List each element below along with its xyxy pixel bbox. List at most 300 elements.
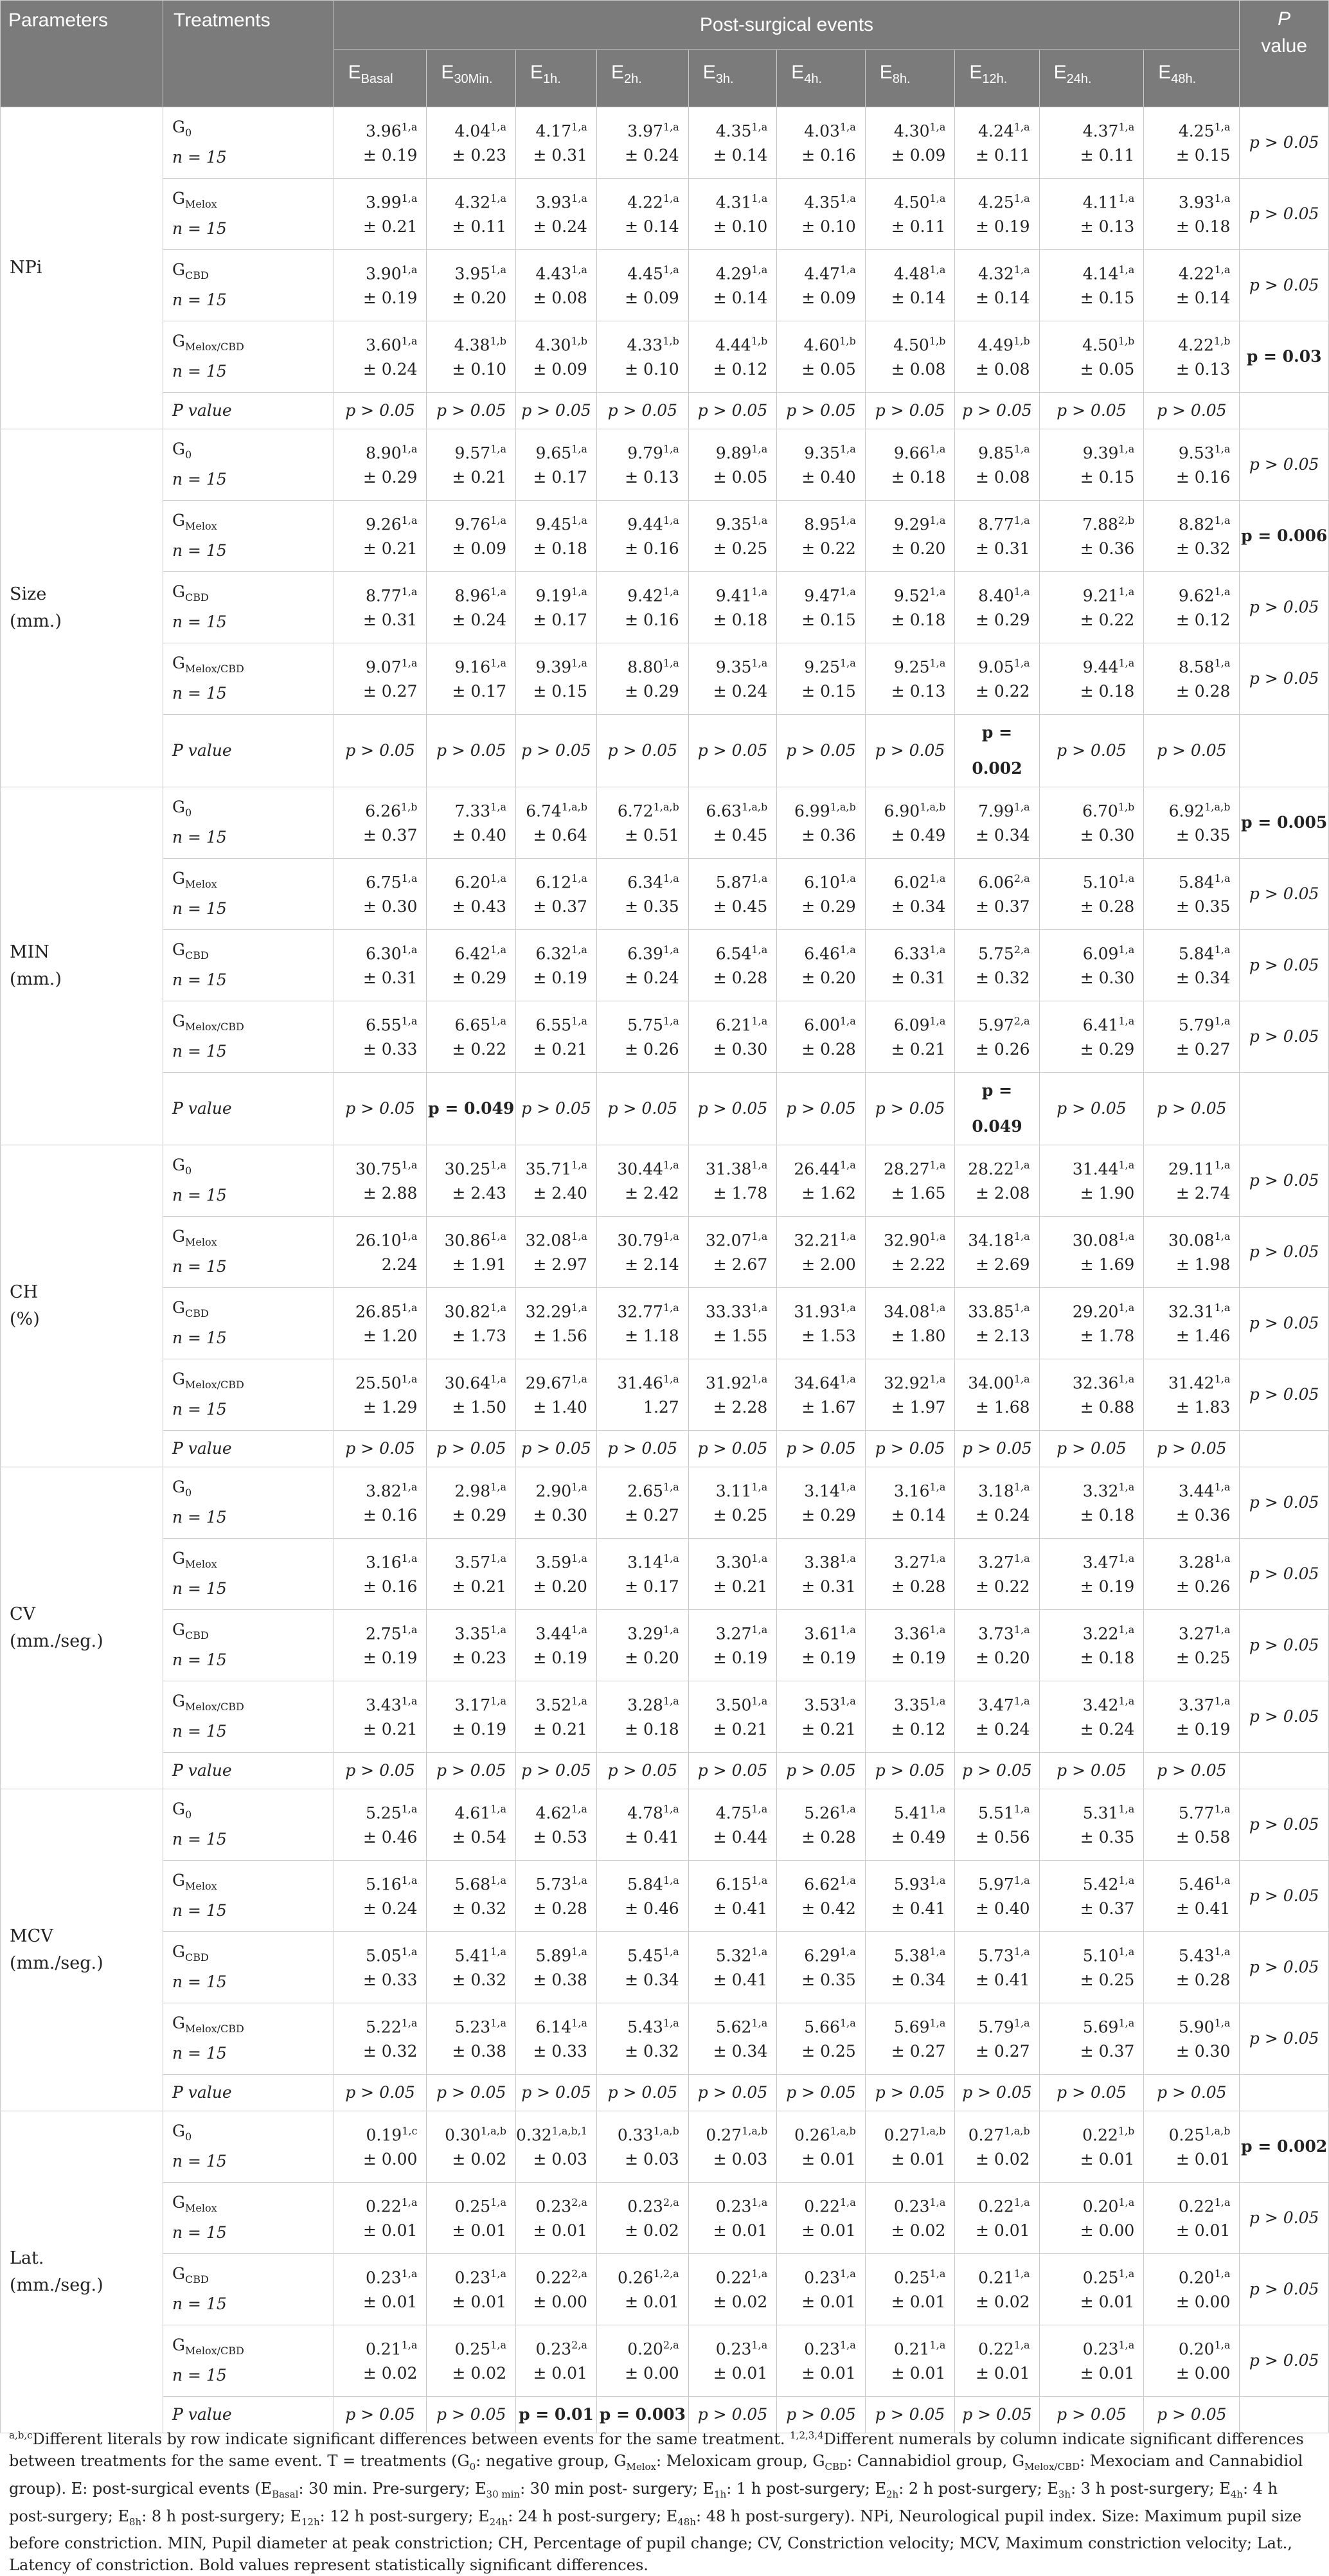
- treatment-group-sub: CBD: [184, 1951, 209, 1963]
- row-p-value-text: p > 0.05: [1249, 669, 1319, 688]
- sd-value: ± 0.01: [891, 2364, 946, 2383]
- value-cell: [515, 250, 596, 321]
- mean-value: 0.23: [454, 2268, 491, 2287]
- mean-value: 30.25: [444, 1159, 491, 1179]
- significance-marker: 1,a: [1118, 443, 1135, 455]
- significance-marker: 1,a: [571, 514, 587, 526]
- sd-value: ± 0.02: [976, 2293, 1030, 2312]
- mean-value: 9.45: [535, 515, 572, 534]
- mean-value: 8.95: [804, 515, 840, 534]
- sd-value: ± 0.23: [452, 1649, 506, 1668]
- column-p-value-text: p > 0.05: [697, 1439, 768, 1458]
- mean-value: 0.22: [978, 2339, 1014, 2359]
- sd-value: ± 0.24: [533, 217, 587, 237]
- table-row: [1, 1539, 1329, 1610]
- mean-value: 9.89: [715, 443, 752, 463]
- p-value-label: P value: [172, 1099, 232, 1118]
- mean-value: 3.18: [978, 1481, 1014, 1501]
- sd-value: ± 0.09: [452, 539, 506, 559]
- value-cell: [1039, 250, 1144, 321]
- value-cell: [955, 2254, 1039, 2325]
- value-cell: [334, 1932, 427, 2003]
- value-cell: [865, 2183, 955, 2254]
- significance-marker: 1,a: [571, 1230, 587, 1242]
- sd-value: ± 0.29: [625, 682, 679, 701]
- column-p-value: [596, 393, 688, 429]
- event-header-sub: 30Min.: [454, 72, 493, 86]
- empty-cell: [1240, 1073, 1329, 1145]
- column-p-value: [427, 1431, 516, 1467]
- value-cell: [777, 2003, 866, 2075]
- significance-marker: 1,a: [751, 1015, 768, 1027]
- sd-value: ± 0.01: [891, 2293, 946, 2312]
- value-cell: [688, 1001, 777, 1073]
- significance-marker: 1,a: [839, 1552, 856, 1564]
- significance-marker: 1,a: [751, 1623, 768, 1636]
- significance-marker: 1,a: [839, 121, 856, 133]
- significance-marker: 1,a: [1214, 944, 1231, 956]
- significance-marker: 1,a: [401, 1695, 418, 1707]
- mean-value: 3.27: [978, 1553, 1014, 1572]
- sample-size: n = 15: [172, 362, 227, 380]
- value-cell: [688, 1789, 777, 1861]
- value-cell: [1039, 2111, 1144, 2183]
- empty-cell: [1240, 393, 1329, 429]
- value-cell: [1039, 501, 1144, 572]
- mean-value: 0.21: [365, 2339, 402, 2359]
- value-cell: [334, 179, 427, 250]
- mean-value: 3.93: [1178, 193, 1215, 212]
- mean-value: 3.30: [715, 1553, 752, 1572]
- sd-value: ± 0.02: [976, 2150, 1030, 2169]
- significance-marker: 1,a: [929, 872, 946, 884]
- sd-value: ± 0.08: [533, 289, 587, 308]
- significance-marker: 1,a: [401, 1301, 418, 1314]
- sd-value: ± 2.88: [362, 1184, 418, 1203]
- sd-value: ± 0.17: [625, 1577, 679, 1597]
- value-cell: [688, 429, 777, 501]
- sd-value: ± 0.31: [362, 611, 418, 630]
- sd-value: ± 0.41: [891, 1899, 946, 1919]
- significance-marker: 1,a: [571, 1695, 587, 1707]
- column-p-value: [427, 2075, 516, 2111]
- value-cell: [334, 1610, 427, 1681]
- column-p-value-text: p > 0.05: [875, 741, 945, 760]
- significance-marker: 1,a: [663, 872, 679, 884]
- sd-value: ± 0.41: [713, 1899, 768, 1919]
- significance-marker: 1,a,b: [1204, 2125, 1231, 2137]
- mean-value: 5.43: [1178, 1946, 1215, 1965]
- p-value-row: [1, 1753, 1329, 1789]
- significance-marker: 1,a: [1118, 1230, 1135, 1242]
- event-header-sub: 12h.: [982, 72, 1008, 86]
- treatment-cell: [163, 1681, 334, 1753]
- sd-value: ± 0.24: [976, 1720, 1030, 1739]
- event-header: [688, 50, 777, 107]
- value-cell: [427, 250, 516, 321]
- value-cell: [334, 572, 427, 643]
- footnote-text: : 30 min. Pre-surgery; E: [298, 2479, 486, 2498]
- sd-value: ± 0.36: [1080, 539, 1135, 559]
- significance-marker: 1,a: [1013, 1373, 1030, 1385]
- significance-marker: 1,a: [1013, 586, 1030, 598]
- footnote-sub: 8h: [129, 2516, 142, 2528]
- sd-value: ± 0.28: [891, 1577, 946, 1597]
- sd-value: ± 1.68: [976, 1398, 1030, 1417]
- row-p-value: [1240, 1467, 1329, 1539]
- value-cell: [1144, 1001, 1240, 1073]
- column-p-value-text: p > 0.05: [607, 2083, 678, 2102]
- sd-value: ± 0.21: [713, 1577, 768, 1597]
- sd-value: ± 0.16: [625, 539, 679, 559]
- significance-marker: 1,a: [663, 1874, 679, 1886]
- sd-value: ± 1.18: [625, 1327, 679, 1346]
- footnote-text: : negative group, G: [476, 2452, 627, 2470]
- significance-marker: 2,a: [1013, 944, 1030, 956]
- mean-value: 4.44: [715, 335, 751, 355]
- value-cell: [688, 2111, 777, 2183]
- table-row: [1, 1861, 1329, 1932]
- table-row: [1, 787, 1329, 859]
- event-header: [1039, 50, 1144, 107]
- significance-marker: 1,a: [663, 1301, 679, 1314]
- row-p-value: [1240, 787, 1329, 859]
- value-cell: [427, 1217, 516, 1288]
- significance-marker: 1,a: [401, 2267, 418, 2280]
- sd-value: ± 0.20: [976, 1649, 1030, 1668]
- mean-value: 0.22: [978, 2197, 1014, 2216]
- event-header-base: E: [1158, 62, 1172, 83]
- treatment-group-sub: Melox/CBD: [184, 1021, 244, 1033]
- significance-marker: 1,a: [1013, 2017, 1030, 2029]
- mean-value: 4.50: [893, 193, 930, 212]
- p-value-label: P value: [172, 2083, 232, 2102]
- significance-marker: 1,a: [929, 944, 946, 956]
- significance-marker: 2,a: [663, 2196, 679, 2208]
- column-p-value: [1039, 393, 1144, 429]
- mean-value: 3.27: [893, 1553, 930, 1572]
- column-p-value-text: p > 0.05: [786, 1439, 856, 1458]
- value-cell: [777, 107, 866, 179]
- mean-value: 6.62: [804, 1875, 840, 1894]
- mean-value: 0.20: [627, 2339, 663, 2359]
- value-cell: [427, 572, 516, 643]
- value-cell: [1144, 107, 1240, 179]
- significance-marker: 1,a: [929, 1481, 946, 1493]
- value-cell: [427, 2254, 516, 2325]
- significance-marker: 1,a,b,1: [551, 2125, 588, 2137]
- significance-marker: 1,a: [1013, 514, 1030, 526]
- column-p-value: [1039, 1753, 1144, 1789]
- significance-marker: 1,b: [751, 335, 768, 347]
- mean-value: 4.49: [977, 335, 1014, 355]
- table-row: [1, 1467, 1329, 1539]
- sd-value: ± 0.20: [801, 969, 856, 988]
- value-cell: [1144, 1932, 1240, 2003]
- column-p-value-text: p > 0.05: [345, 741, 415, 760]
- sd-value: ± 0.02: [625, 2221, 679, 2241]
- sd-value: ± 0.14: [891, 289, 946, 308]
- sd-value: ± 0.37: [976, 897, 1030, 917]
- sd-value: ± 0.49: [891, 826, 946, 845]
- treatment-group: G: [172, 2193, 185, 2212]
- sd-value: ± 0.31: [362, 969, 418, 988]
- sd-value: ± 0.15: [801, 611, 856, 630]
- column-p-value-text: p > 0.05: [962, 401, 1032, 420]
- mean-value: 0.23: [893, 2197, 930, 2216]
- significance-marker: 1,b: [1118, 335, 1135, 347]
- treatment-group-sub: Melox: [184, 1558, 217, 1570]
- value-cell: [865, 787, 955, 859]
- mean-value: 31.46: [617, 1373, 663, 1393]
- significance-marker: 1,b: [490, 335, 506, 347]
- mean-value: 0.20: [1082, 2197, 1119, 2216]
- mean-value: 5.79: [1178, 1015, 1215, 1035]
- significance-marker: 1,a: [751, 657, 768, 669]
- mean-value: 4.35: [804, 193, 840, 212]
- sd-value: ± 2.69: [976, 1255, 1030, 1275]
- sd-value: ± 0.27: [976, 2042, 1030, 2061]
- column-p-value: [1039, 1073, 1144, 1145]
- significance-marker: 1,a: [1118, 1945, 1135, 1958]
- mean-value: 9.39: [1082, 443, 1119, 463]
- sd-value: ± 0.31: [891, 969, 946, 988]
- mean-value: 4.38: [454, 335, 490, 355]
- mean-value: 9.07: [365, 657, 402, 677]
- sd-value: ± 0.20: [452, 289, 506, 308]
- sd-value: ± 0.30: [713, 1040, 768, 1059]
- column-p-value-text: p = 0.002: [972, 723, 1022, 778]
- significance-marker: 1,a: [839, 2339, 856, 2351]
- value-cell: [1144, 643, 1240, 715]
- value-cell: [1039, 787, 1144, 859]
- mean-value: 7.33: [454, 801, 491, 821]
- event-header: [1144, 50, 1240, 107]
- sample-size: n = 15: [172, 2223, 227, 2242]
- footnote-text: : 2 h post-surgery; E: [898, 2479, 1058, 2498]
- value-cell: [596, 1217, 688, 1288]
- mean-value: 0.25: [893, 2268, 930, 2287]
- value-cell: [688, 1610, 777, 1681]
- value-cell: [515, 1861, 596, 1932]
- sd-value: ± 0.09: [801, 289, 856, 308]
- sd-value: ± 1.50: [452, 1398, 506, 1417]
- sd-value: ± 0.37: [1080, 1899, 1135, 1919]
- sample-size: n = 15: [172, 1328, 227, 1347]
- mean-value: 5.69: [1082, 2017, 1119, 2037]
- mean-value: 6.30: [365, 944, 402, 963]
- mean-value: 5.79: [978, 2017, 1014, 2037]
- mean-value: 29.20: [1072, 1302, 1119, 1321]
- value-cell: [688, 321, 777, 393]
- sd-value: ± 0.01: [1080, 2364, 1135, 2383]
- p-value-label: P value: [172, 2405, 232, 2424]
- significance-marker: 1,a: [839, 1695, 856, 1707]
- row-p-value-text: p > 0.05: [1249, 1242, 1319, 1261]
- sd-value: ± 0.19: [713, 1649, 768, 1668]
- mean-value: 5.75: [627, 1015, 663, 1035]
- significance-marker: 1,a,b: [653, 2125, 679, 2137]
- significance-marker: 1,a: [571, 1945, 587, 1958]
- treatment-group: G: [172, 1549, 185, 1568]
- sd-value: ± 0.09: [891, 146, 946, 165]
- sample-size: n = 15: [172, 219, 227, 238]
- sd-value: ± 0.01: [1175, 2150, 1231, 2169]
- sd-value: ± 0.24: [362, 1899, 418, 1919]
- table-row: [1, 572, 1329, 643]
- value-cell: [1144, 572, 1240, 643]
- footnote-text-2: Different numerals by column indicate significant differences between treatments for the same event. T = treatments (G: [9, 2430, 1304, 2470]
- significance-marker: 1,a,b: [830, 801, 856, 813]
- treatment-group: G: [172, 2264, 185, 2283]
- value-cell: [865, 429, 955, 501]
- sd-value: ± 0.16: [625, 611, 679, 630]
- mean-value: 34.64: [794, 1373, 840, 1393]
- significance-marker: 1,b: [571, 335, 587, 347]
- mean-value: 6.41: [1082, 1015, 1119, 1035]
- mean-value: 4.45: [627, 264, 663, 283]
- value-cell: [427, 1539, 516, 1610]
- mean-value: 0.26: [794, 2125, 830, 2145]
- significance-marker: 1,a: [751, 1159, 768, 1171]
- column-p-value: [515, 2075, 596, 2111]
- value-cell: [1039, 643, 1144, 715]
- mean-value: 2.90: [535, 1481, 572, 1501]
- value-cell: [427, 1681, 516, 1753]
- value-cell: [1039, 1539, 1144, 1610]
- column-p-value: [596, 2075, 688, 2111]
- mean-value: 9.39: [535, 657, 572, 677]
- parameter-label: (mm.): [10, 969, 62, 989]
- significance-marker: 1,a: [1214, 1874, 1231, 1886]
- sd-value: ± 0.10: [625, 360, 679, 379]
- value-cell: [777, 572, 866, 643]
- sd-value: ± 0.25: [1080, 1971, 1135, 1990]
- sd-value: ± 0.32: [1175, 539, 1231, 559]
- significance-marker: 1,a: [1118, 2267, 1135, 2280]
- mean-value: 31.92: [705, 1373, 752, 1393]
- mean-value: 3.47: [978, 1695, 1014, 1715]
- sd-value: ± 0.21: [891, 1040, 946, 1059]
- value-cell: [777, 1539, 866, 1610]
- mean-value: 6.65: [454, 1015, 491, 1035]
- sd-value: ± 0.19: [1175, 1720, 1231, 1739]
- value-cell: [777, 1610, 866, 1681]
- mean-value: 6.12: [535, 873, 572, 892]
- sd-value: ± 0.21: [452, 1577, 506, 1597]
- sd-value: ± 0.37: [1080, 2042, 1135, 2061]
- significance-marker: 2,a: [571, 2267, 587, 2280]
- value-cell: [427, 429, 516, 501]
- mean-value: 5.84: [1178, 873, 1215, 892]
- value-cell: [955, 2003, 1039, 2075]
- sd-value: ± 0.33: [533, 2042, 587, 2061]
- mean-value: 3.96: [365, 121, 402, 141]
- mean-value: 4.61: [454, 1803, 491, 1823]
- value-cell: [777, 1288, 866, 1359]
- mean-value: 5.73: [535, 1875, 572, 1894]
- mean-value: 26.10: [355, 1231, 402, 1250]
- value-cell: [955, 1217, 1039, 1288]
- sample-size: n = 15: [172, 1901, 227, 1920]
- value-cell: [865, 1359, 955, 1431]
- significance-marker: 1,a,b: [742, 2125, 768, 2137]
- significance-marker: 1,a: [1214, 2339, 1231, 2351]
- sd-value: ± 0.26: [976, 1040, 1030, 1059]
- value-cell: [515, 107, 596, 179]
- value-cell: [688, 1539, 777, 1610]
- empty-cell: [1240, 2075, 1329, 2111]
- sd-value: ± 0.22: [976, 682, 1030, 701]
- sd-value: ± 0.15: [801, 682, 856, 701]
- mean-value: 5.05: [365, 1946, 402, 1965]
- significance-marker: 1,a: [401, 1481, 418, 1493]
- mean-value: 8.96: [454, 586, 491, 605]
- column-p-value-text: p > 0.05: [1057, 1439, 1127, 1458]
- treatment-cell: [163, 250, 334, 321]
- sample-size: n = 15: [172, 1972, 227, 1991]
- value-cell: [334, 930, 427, 1001]
- sd-value: ± 0.46: [625, 1899, 679, 1919]
- mean-value: 32.21: [794, 1231, 840, 1250]
- value-cell: [777, 179, 866, 250]
- value-cell: [596, 1610, 688, 1681]
- significance-marker: 1,a: [490, 872, 506, 884]
- mean-value: 28.27: [883, 1159, 930, 1179]
- significance-marker: 1,a: [490, 192, 506, 204]
- sd-value: ± 0.40: [452, 826, 506, 845]
- mean-value: 5.22: [365, 2017, 402, 2037]
- sd-value: ± 0.30: [1175, 2042, 1231, 2061]
- sd-value: ± 0.27: [1175, 1040, 1231, 1059]
- row-p-value: [1240, 250, 1329, 321]
- mean-value: 3.27: [715, 1624, 752, 1643]
- row-p-value-text: p > 0.05: [1249, 204, 1319, 223]
- mean-value: 5.43: [627, 2017, 663, 2037]
- value-cell: [596, 2325, 688, 2397]
- mean-value: 4.50: [893, 335, 929, 355]
- sd-value: ± 0.49: [891, 1828, 946, 1847]
- value-cell: [865, 1145, 955, 1217]
- significance-marker: 1,a: [751, 1695, 768, 1707]
- p-value-label: P value: [172, 1761, 232, 1780]
- value-cell: [1039, 1001, 1144, 1073]
- significance-marker: 1,a: [490, 1803, 506, 1815]
- treatment-cell: [163, 2003, 334, 2075]
- sample-size: n = 15: [172, 970, 227, 989]
- sd-value: ± 0.31: [801, 1577, 856, 1597]
- sd-value: ± 0.21: [362, 539, 418, 559]
- mean-value: 8.80: [627, 657, 663, 677]
- mean-value: 5.84: [1178, 944, 1215, 963]
- value-cell: [334, 1861, 427, 1932]
- column-p-value-text: p > 0.05: [607, 741, 678, 760]
- significance-marker: 1,a: [751, 586, 768, 598]
- value-cell: [334, 1467, 427, 1539]
- value-cell: [515, 501, 596, 572]
- value-cell: [688, 1467, 777, 1539]
- significance-marker: 1,a: [490, 1623, 506, 1636]
- value-cell: [427, 107, 516, 179]
- treatment-group-sub: Melox/CBD: [184, 2345, 244, 2357]
- sd-value: ± 1.98: [1175, 1255, 1231, 1275]
- row-p-value-text: p > 0.05: [1249, 2029, 1319, 2048]
- footnote-sub: 4h: [1230, 2488, 1243, 2500]
- parameter-cell: [1, 107, 163, 429]
- row-p-value: [1240, 1789, 1329, 1861]
- mean-value: 5.77: [1178, 1803, 1215, 1823]
- significance-marker: 1,a: [490, 2196, 506, 2208]
